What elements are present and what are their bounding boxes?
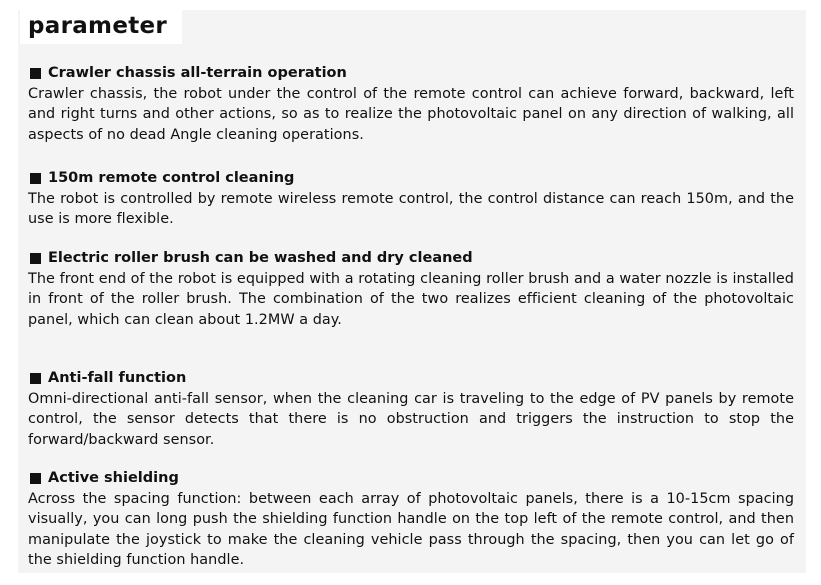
page-title: parameter — [28, 13, 168, 39]
square-bullet-icon — [30, 373, 41, 384]
section-heading — [28, 63, 794, 84]
square-bullet-icon — [30, 253, 41, 264]
section-roller-brush — [28, 248, 794, 330]
section-heading-text: Active shielding — [48, 470, 179, 486]
section-heading-text: Electric roller brush can be washed and dry cleaned — [48, 250, 473, 266]
section-crawler-chassis — [28, 63, 794, 145]
section-heading — [28, 248, 794, 269]
section-heading — [28, 468, 794, 489]
section-body: Crawler chassis, the robot under the control of the remote control can achieve forward, backward, left and right turns and other actions, so as to realize the photovoltaic panel on any direction of walking, all aspects of no dead Angle cleaning operations. — [28, 86, 794, 143]
square-bullet-icon — [30, 68, 41, 79]
section-heading — [28, 168, 794, 189]
section-anti-fall — [28, 368, 794, 450]
section-body: Omni-directional anti-fall sensor, when the cleaning car is traveling to the edge of PV panels by remote control, the sensor detects that there is no obstruction and triggers the instruction to stop the forward/backward sensor. — [28, 391, 794, 448]
square-bullet-icon — [30, 473, 41, 484]
section-heading-text: 150m remote control cleaning — [48, 170, 295, 186]
section-heading — [28, 368, 794, 389]
section-active-shielding — [28, 468, 794, 570]
square-bullet-icon — [30, 173, 41, 184]
section-body: The front end of the robot is equipped with a rotating cleaning roller brush and a water nozzle is installed in front of the roller brush. The combination of the two realizes efficient cleaning of the photovoltaic panel, which can clean about 1.2MW a day. — [28, 271, 794, 328]
section-remote-control — [28, 168, 794, 230]
section-heading-text: Anti-fall function — [48, 370, 187, 386]
section-body: Across the spacing function: between each array of photovoltaic panels, there is a 10-15cm spacing visually, you can long push the shielding function handle on the top left of the remote control, and then manipulate the joystick to make the cleaning vehicle pass through the spacing, then you can let go of the shielding function handle. — [28, 491, 794, 568]
section-heading-text: Crawler chassis all-terrain operation — [48, 65, 347, 81]
section-body: The robot is controlled by remote wireless remote control, the control distance can reach 150m, and the use is more flexible. — [28, 191, 794, 228]
